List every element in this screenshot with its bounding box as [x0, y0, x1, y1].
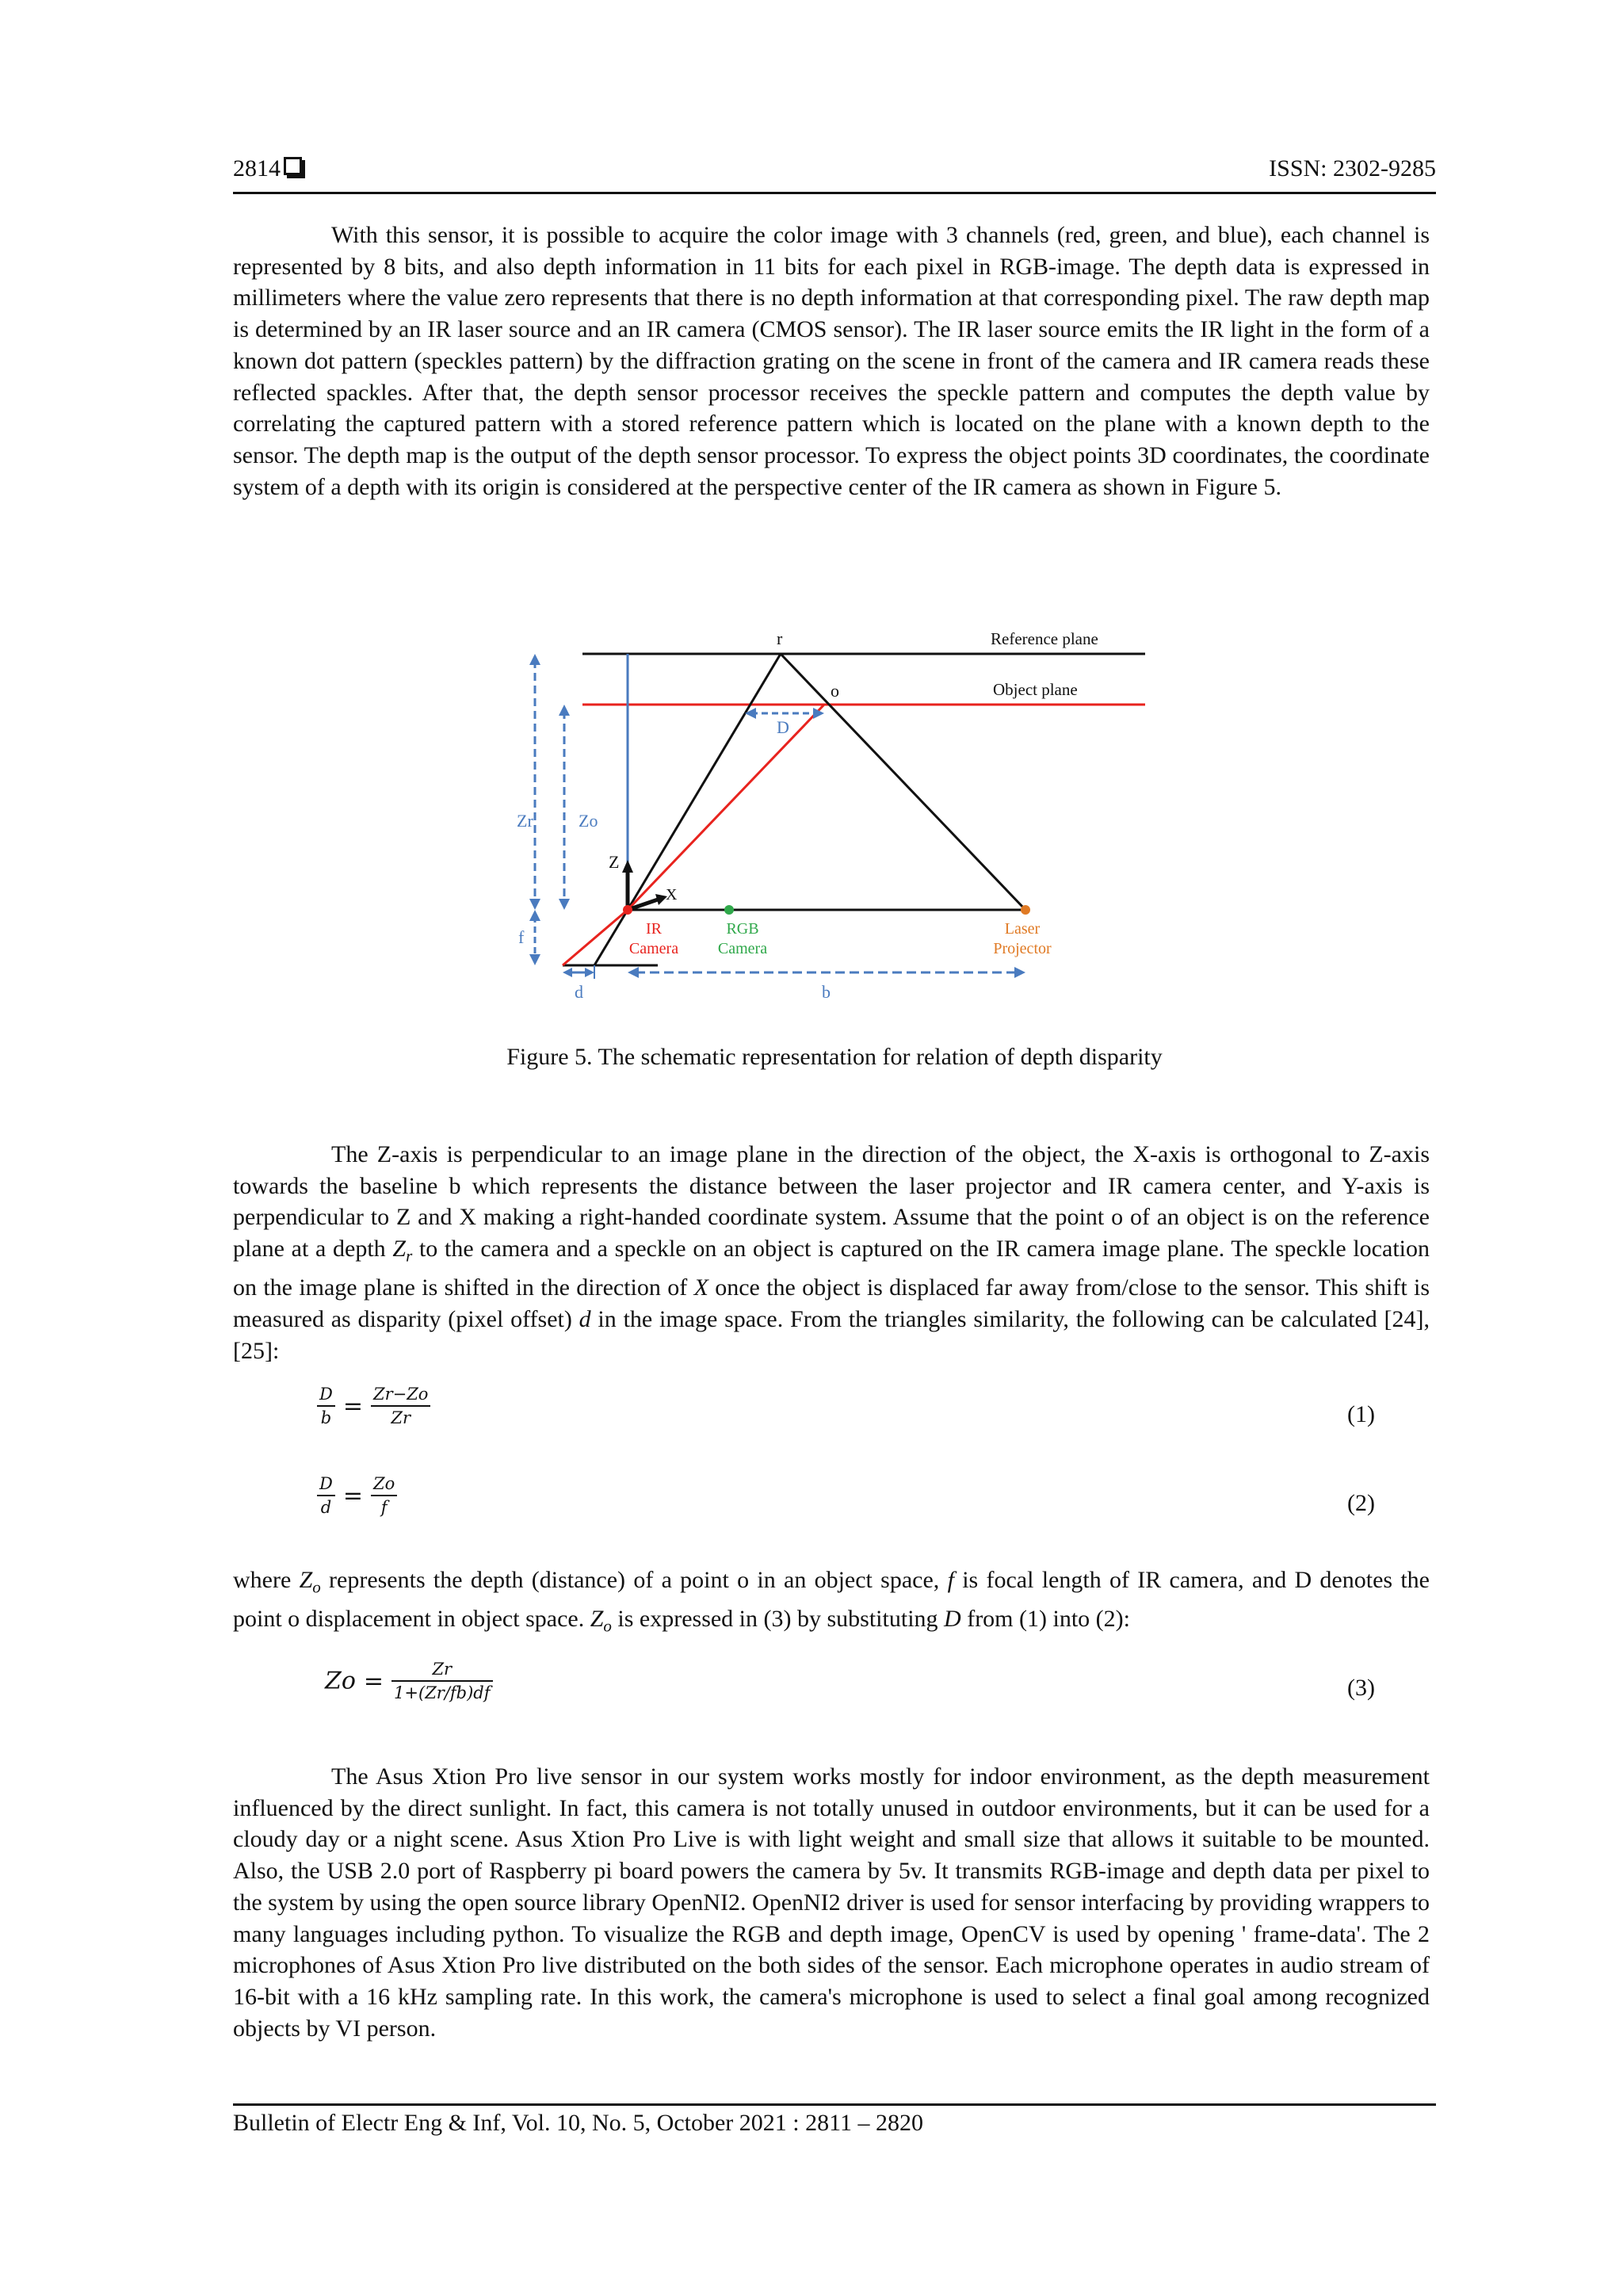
zo-arrow-bottom — [559, 899, 570, 910]
equation-1: $\frac{D}{b}$ = $\frac{Zr-Zo}{Zr}$ — [317, 1383, 430, 1429]
b-arrow-right — [1014, 967, 1025, 978]
label-o: o — [831, 681, 839, 701]
b-arrow-left — [628, 967, 639, 978]
equation-3-number: (3) — [1347, 1675, 1375, 1701]
paragraph-coordinate-system: The Z-axis is perpendicular to an image plane in the direction of the object, the X-axis is orthogonal to Z-axis towards the baseline b which represents the distance between the laser projector and IR camera center, and Y-axis is perpendicular to Z and X making a right-handed coordinate system. Assume that the point o of an object is on the reference plane at a depth $Z_r$ to the camera and a speckle on an object is captured on the IR camera image plane. The speckle location on the image plane is shifted in the direction of X once the object is displaced far away from/close to the sensor. This shift is measured as disparity (pixel offset) d in the image space. From the triangles similarity, the following can be calculated [24], [25]: — [233, 1141, 1430, 1364]
depth-disparity-diagram — [517, 622, 1149, 1018]
label-x-axis: X — [666, 886, 678, 904]
zr-arrow-top — [529, 654, 540, 665]
zo-arrow-top — [559, 705, 570, 716]
label-rgb-line2: Camera — [717, 940, 768, 957]
footer-rule — [233, 2103, 1436, 2106]
box-icon — [284, 157, 302, 175]
header-rule — [233, 192, 1436, 194]
figure-caption: Figure 5. The schematic representation for relation of depth disparity — [506, 1044, 1163, 1070]
label-d: d — [575, 982, 583, 1002]
label-reference-plane: Reference plane — [991, 629, 1098, 648]
ray-r-laser — [781, 654, 1025, 910]
ray-ir-image-black — [594, 910, 628, 965]
rgb-camera-point — [724, 905, 734, 915]
label-f: f — [518, 927, 525, 947]
equation-2: $\frac{D}{d}$ = $\frac{Zo}{f}$ — [317, 1473, 397, 1519]
figure-depth-disparity — [517, 622, 1149, 1018]
zr-arrow-bottom — [529, 899, 540, 910]
page-number: 2814 — [233, 155, 302, 182]
label-Zr: Zr — [517, 811, 533, 831]
z-axis-arrowhead — [622, 860, 633, 873]
issn: ISSN: 2302-9285 — [1269, 155, 1436, 181]
d-arrow-left — [563, 968, 572, 977]
label-rgb-line1: RGB — [726, 920, 759, 938]
ray-r-ir — [628, 654, 781, 910]
ir-camera-point — [623, 905, 632, 915]
paragraph-sensor-description: With this sensor, it is possible to acquire the color image with 3 channels (red, green, and blue), each channel is represented by 8 bits, and also depth information in 11 bits for each pixel in RGB-image. The depth data is expressed in millimeters where the value zero represents that there is no depth information at that corresponding pixel. The raw depth map is determined by an IR laser source and an IR camera (CMOS sensor). The IR laser source emits the IR light in the form of a known dot pattern (speckles pattern) by the diffraction grating on the scene in front of the camera and IR camera reads these reflected spackles. After that, the depth sensor processor receives the speckle pattern and computes the depth value by correlating the captured pattern with a stored reference pattern which is located on the plane with a known depth to the sensor. The depth map is the output of the depth sensor processor. To express the object points 3D coordinates, the coordinate system of a depth with its origin is considered at the perspective center of the IR camera as shown in Figure 5. — [233, 222, 1430, 500]
d-arrow-right — [585, 968, 594, 977]
f-arrow-bottom — [529, 954, 540, 965]
paragraph-asus-xtion: The Asus Xtion Pro live sensor in our system works mostly for indoor environment, as the depth measurement influenced by the direct sunlight. In fact, this camera is not totally unused in outdoor environments, but it can be used for a cloudy day or a night scene. Asus Xtion Pro Live is with light weight and small size that allows it suitable to be mounted. Also, the USB 2.0 port of Raspberry pi board powers the camera by 5v. It transmits RGB-image and depth data per pixel to the system by using the open source library OpenNI2. OpenNI2 driver is used for sensor interfacing by providing wrappers to many languages including python. To visualize the RGB and depth image, OpenCV is used by opening ' frame-data'. The 2 microphones of Asus Xtion Pro live distributed on the both sides of the sensor. Each microphone operates in audio stream of 16-bit with a 16 kHz sampling rate. In this work, the camera's microphone is used to select a final goal among recognized objects by VI person. — [233, 1763, 1430, 2042]
ray-ir-image-red — [563, 910, 628, 965]
label-ir-line2: Camera — [628, 940, 679, 957]
label-object-plane: Object plane — [993, 680, 1078, 699]
page-header — [233, 155, 1436, 190]
label-Zo: Zo — [579, 811, 598, 831]
label-laser-line2: Projector — [993, 940, 1052, 957]
ray-o-ir — [628, 705, 824, 910]
page-footer: Bulletin of Electr Eng & Inf, Vol. 10, No. 5, October 2021 : 2811 – 2820 — [233, 2110, 924, 2136]
f-arrow-top — [529, 910, 540, 921]
label-r: r — [777, 628, 783, 648]
label-laser-line1: Laser — [1004, 920, 1041, 938]
label-z-axis: Z — [609, 852, 620, 872]
equation-1-number: (1) — [1347, 1401, 1375, 1427]
label-ir-line1: IR — [646, 920, 662, 938]
paragraph-depth-definition: where $Z_o$ represents the depth (distance) of a point o in an object space, f is focal length of IR camera, and D denotes the point o displacement in object space. $Z_o$ is expressed in (3) by substituting D from (1) into (2): — [233, 1567, 1430, 1636]
laser-projector-point — [1021, 905, 1030, 915]
label-D: D — [777, 717, 789, 737]
equation-2-number: (2) — [1347, 1490, 1375, 1516]
equation-3: Zo = $\frac{Zr}{1+(Zr/fb)df}$ — [325, 1658, 493, 1704]
label-b: b — [822, 982, 831, 1002]
